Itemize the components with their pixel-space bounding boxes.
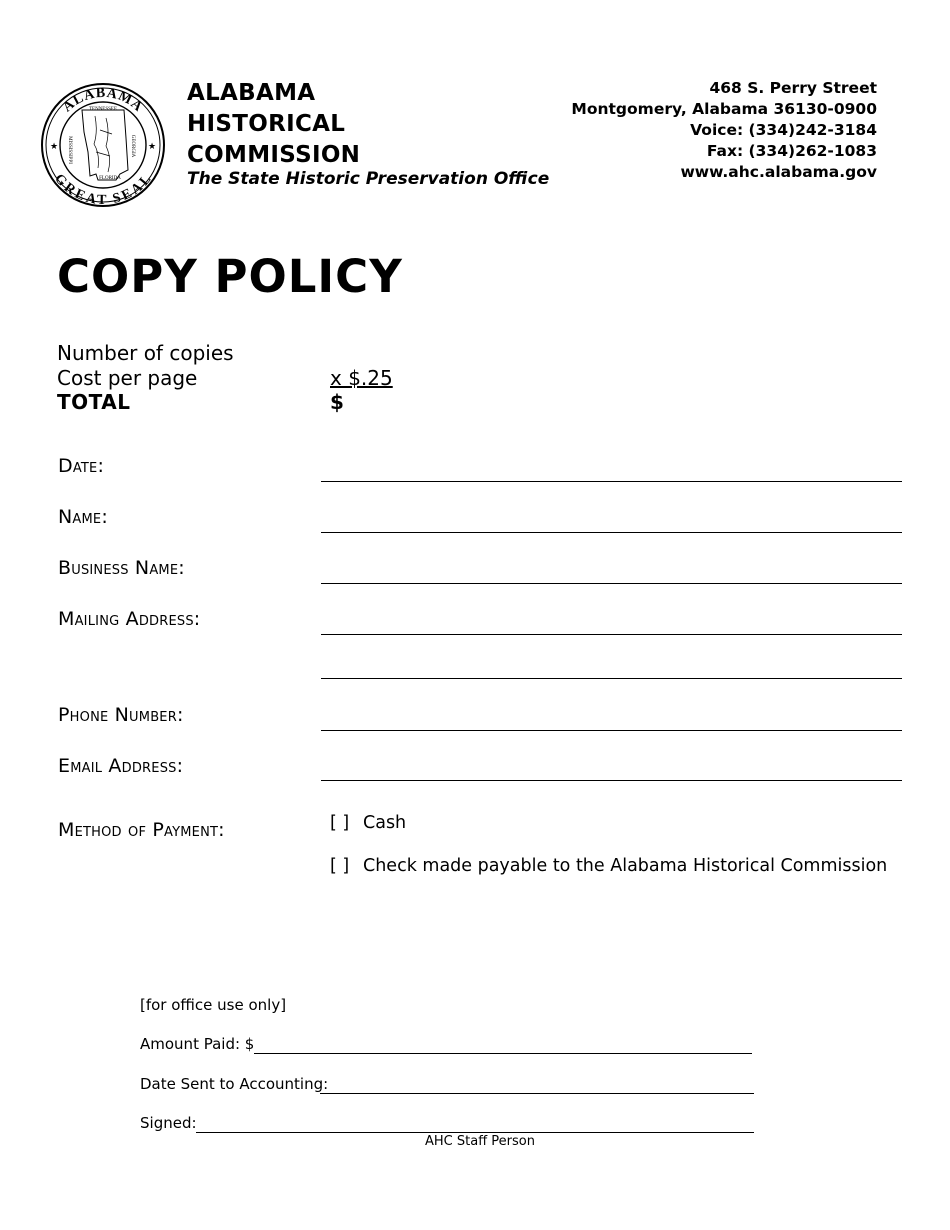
payment-option-check[interactable]	[330, 856, 887, 876]
email-address-label: Email Address:	[58, 755, 184, 777]
org-name-line-1: ALABAMA	[187, 80, 316, 106]
name-label: Name:	[58, 506, 108, 528]
signature-field[interactable]	[196, 1132, 754, 1133]
date-field[interactable]	[321, 481, 902, 482]
staff-caption: AHC Staff Person	[425, 1134, 535, 1149]
org-name-line-3: COMMISSION	[187, 142, 361, 168]
signed-label: Signed:	[140, 1114, 197, 1132]
seal-star-right: ★	[148, 142, 157, 152]
method-of-payment-label: Method of Payment:	[58, 819, 225, 841]
date-label: Date:	[58, 455, 105, 477]
amount-paid-field[interactable]	[254, 1053, 752, 1054]
seal-state-east: GEORGIA	[130, 134, 135, 158]
business-name-label: Business Name:	[58, 557, 185, 579]
seal-state-north: TENNESSEE	[88, 107, 118, 112]
mailing-address-field-line-1[interactable]	[321, 634, 902, 635]
mailing-address-label: Mailing Address:	[58, 608, 201, 630]
seal-bottom-text: GREAT SEAL	[51, 171, 155, 208]
address-fax: Fax: (334)262-1083	[706, 142, 877, 160]
seal-state-west: MISSISSIPPI	[67, 136, 72, 164]
seal-state-south: FLORIDA	[99, 176, 121, 181]
date-sent-field[interactable]	[320, 1093, 754, 1094]
address-voice: Voice: (334)242-3184	[690, 121, 877, 139]
seal-star-left: ★	[50, 142, 59, 152]
alabama-great-seal	[40, 82, 166, 208]
email-address-field[interactable]	[321, 780, 902, 781]
phone-number-label: Phone Number:	[58, 704, 184, 726]
cost-per-page-value: x $.25	[330, 366, 393, 390]
cash-label: Cash	[363, 813, 407, 833]
copies-label: Number of copies	[57, 341, 234, 365]
address-website: www.ahc.alabama.gov	[680, 163, 877, 181]
mailing-address-field-line-2[interactable]	[321, 678, 902, 679]
total-label: TOTAL	[57, 390, 131, 414]
check-checkbox[interactable]: [ ]	[330, 856, 350, 876]
seal-top-text: ALABAMA	[60, 85, 146, 116]
office-use-header: [for office use only]	[140, 996, 287, 1014]
business-name-field[interactable]	[321, 583, 902, 584]
cost-per-page-label: Cost per page	[57, 366, 198, 390]
org-name-line-2: HISTORICAL	[187, 111, 346, 137]
address-street: 468 S. Perry Street	[709, 79, 877, 97]
address-city: Montgomery, Alabama 36130-0900	[571, 100, 877, 118]
check-label: Check made payable to the Alabama Historical Commission	[363, 856, 888, 876]
date-sent-label: Date Sent to Accounting:	[140, 1075, 329, 1093]
total-value: $	[330, 390, 344, 414]
page-title: COPY POLICY	[57, 250, 403, 303]
name-field[interactable]	[321, 532, 902, 533]
org-subtitle: The State Historic Preservation Office	[187, 169, 550, 189]
payment-option-cash[interactable]	[330, 813, 406, 833]
cash-checkbox[interactable]: [ ]	[330, 813, 350, 833]
amount-paid-label: Amount Paid: $	[140, 1035, 255, 1053]
phone-number-field[interactable]	[321, 730, 902, 731]
